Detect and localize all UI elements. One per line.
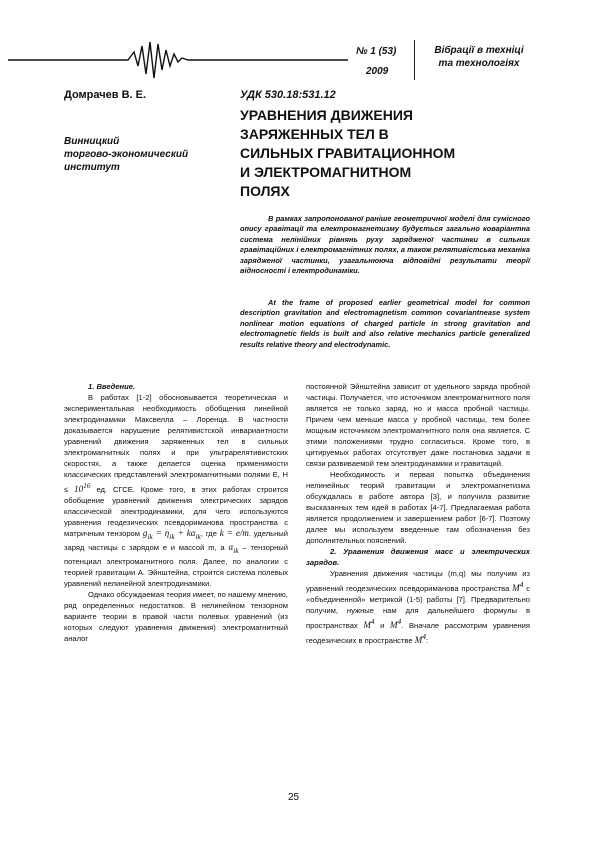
title-line: И ЭЛЕКТРОМАГНИТНОМ [240, 164, 412, 180]
title-line: УРАВНЕНИЯ ДВИЖЕНИЯ [240, 107, 413, 123]
institution-line-3: институт [64, 162, 120, 173]
text-run: : [425, 636, 429, 645]
issue-year: 2009 [366, 66, 389, 77]
body-paragraph: Однако обсуждаемая теория имеет, по нашему мнению, ряд определенных недостатков. В нелинейном тензорном варианте теории в правой части полевых уравнений (из которых следуют уравнения движения) электромагнитный аналог [64, 589, 288, 643]
udk-code: УДК 530.18:531.12 [240, 89, 336, 101]
formula-part: M [414, 635, 423, 645]
formula-subscript: ik [147, 531, 153, 541]
page-number: 25 [288, 792, 300, 803]
institution-line-1: Винницкий [64, 136, 120, 147]
formula-superscript: 4 [422, 632, 426, 641]
journal-name-line-2: та технологіях [438, 58, 520, 69]
institution-line-2: торгово-экономический [64, 149, 189, 160]
body-paragraph: постоянной Эйнштейна зависит от удельного заряда пробной частицы. Получается, что источником электромагнитного поля является не только заряд, но и масса пробной частицы. Причем чем меньше масса у пробной частицы, тем более мощным источником электромагнитного поля она является. С этими положениями трудно согласиться. Кроме того, в цитируемых работах отсутствует даже постановка задачи в связи развиваемой тем электродинамики и гравитаций. [306, 382, 530, 468]
formula-part: M [390, 620, 398, 630]
formula-subscript: ik [195, 531, 201, 541]
title-line: СИЛЬНЫХ ГРАВИТАЦИОННОМ [240, 145, 456, 161]
formula-space-symbol [414, 632, 429, 645]
formula-part: g [142, 528, 148, 538]
text-run: – тензорный потенциал электромагнитного поля. Далее, по аналогии с теорией гравитации А. Эйнштейна, строится система полевых уравнений нелинейной электродинамики. [64, 542, 289, 588]
section-heading-introduction: 1. Введение. [88, 382, 136, 391]
formula-superscript: 4 [519, 580, 524, 589]
text-run: . удельный заряд частицы с зарядом e и массой m, а [64, 529, 288, 552]
article-title [240, 106, 540, 201]
header-divider [414, 40, 415, 80]
text-run: , где [200, 529, 220, 538]
text-run: В работах [1-2] обосновывается теоретическая и экспериментальная необходимость обобщения линейной электродинамики Максвелла – Лоренца. В частности доказывается нарушение релятивистской инвариантности уравнений движения заряженных тел в сильных электромагнитных полях и при ультрарелятивистских скоростях, а также делается оценка применимости классических представлений электромагнитными полями Е, Н ≤ [64, 393, 288, 494]
formula-part: α [228, 541, 234, 552]
body-column-right [306, 381, 530, 646]
body-paragraph [306, 568, 530, 646]
abstract-ukrainian: В рамках запропонованої раніше геометричної моделі для сумісного опису гравітації та електромагнетизму будується загально коваріантна система нелінійних рівнянь руху зарядженої частинки в сильних гравітаційних і електромагнітних полях, а також релятивістська механіка зарядженої частинки, узагальнююча відповідні результати теорії відносності і електродинаміки. [240, 214, 530, 276]
formula-part: = η [152, 528, 170, 538]
body-paragraph [64, 392, 288, 589]
formula-space-symbol [390, 617, 402, 630]
author-institution [64, 135, 234, 174]
formula-subscript: ik [169, 531, 175, 541]
text-run: Уравнения движения частицы (m,q) мы получим из уравнений геодезических псевдориманова пространства [306, 569, 530, 593]
journal-name [420, 44, 538, 70]
formula-metric-tensor [142, 528, 201, 541]
author-name: Домрачев В. Е. [64, 89, 147, 101]
header-wave-graphic [8, 40, 348, 80]
body-paragraph: Необходимость и первая попытка объединения нелинейных теорий гравитации и электромагнетизма обсуждалась в работе автора [3], и получила развитие высказанных тем идей в работах [4-7]. Предлагаемая работа является продолжением и завершением работ [6-7]. Поэтому далее мы используем введенные там обозначения без дополнительных пояснений. [306, 470, 530, 545]
formula-part: M [512, 583, 520, 593]
title-line: ПОЛЯХ [240, 183, 290, 199]
formula-tensor-potential [228, 541, 239, 555]
text-run: . Вначале рассмотрим уравнения геодезических в пространстве [306, 621, 530, 645]
formula-specific-charge: k = e/m [219, 528, 249, 538]
text-run: с «объединенной» метрикой (1-5) работы [7]. Предварительно получим, нужные нам для дальнейшего формулы в пространствах [306, 584, 530, 630]
formula-base: 10 [74, 484, 84, 494]
abstract-english: At the frame of proposed earlier geometrical model for common description gravitation and electromagnetism common covariantnease system nonlinear motion equations of charged particle in strong gravitation and electromagnetic fields is built and also relative mechanics particle generalized results relative theory and electrodynamic. [240, 298, 530, 349]
formula-space-symbol [512, 580, 524, 593]
formula-power [74, 481, 91, 494]
section-heading-equations: 2. Уравнения движения масс и электрических зарядов. [306, 547, 530, 567]
formula-superscript: 4 [370, 617, 375, 626]
issue-number: № 1 (53) [356, 46, 397, 57]
formula-superscript: 4 [397, 617, 402, 626]
formula-subscript: ik [233, 545, 239, 555]
formula-exponent: 16 [83, 481, 91, 490]
formula-part: M [363, 620, 371, 630]
text-run: ед. СГСЕ. Кроме того, в этих работах строится обобщение уравнений движения электрических зарядов классической электродинамики, для чего используются уравнения геодезических псевдориманова пространства с матричным тензором [64, 485, 288, 538]
text-run: и [374, 621, 391, 630]
title-line: ЗАРЯЖЕННЫХ ТЕЛ В [240, 126, 389, 142]
formula-part: + kα [174, 528, 196, 538]
body-column-left [64, 381, 288, 644]
journal-name-line-1: Вібрації в техніці [434, 45, 524, 56]
formula-space-symbol [363, 617, 375, 630]
